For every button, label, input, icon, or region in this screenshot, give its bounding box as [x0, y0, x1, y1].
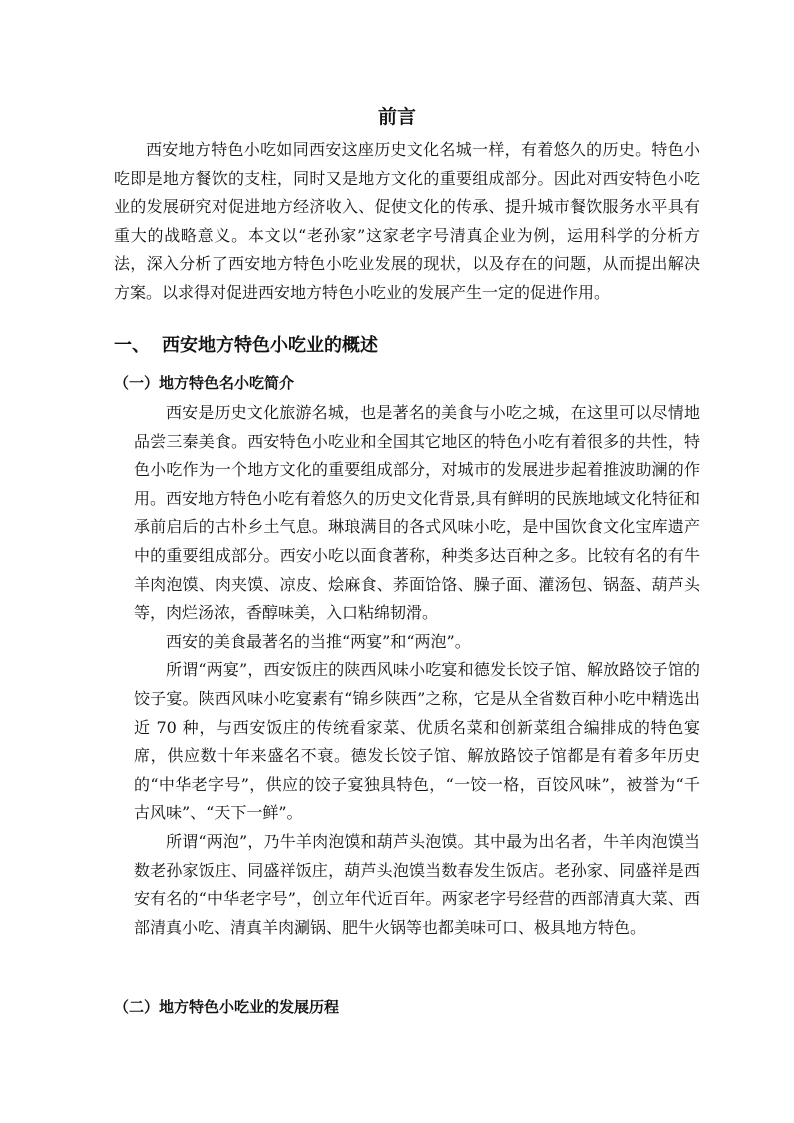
preface-block [114, 136, 700, 308]
section-heading-text: 西安地方特色小吃业的概述 [162, 335, 378, 356]
body-paragraph: 所谓“两泡”，乃牛羊肉泡馍和葫芦头泡馍。其中最为出名者，牛羊肉泡馍当数老孙家饭庄、同盛祥饭庄，葫芦头泡馍当数春发生饭店。老孙家、同盛祥是西安有名的“中华老字号”，创立年代近百年。两家老字号经营的西部清真大菜、西部清真小吃、清真羊肉涮锅、肥牛火锅等也都美味可口、极具地方特色。 [134, 831, 700, 937]
body-paragraph: 西安的美食最著名的当推“两宴”和“两泡”。 [166, 631, 471, 651]
preface-paragraph: 西安地方特色小吃如同西安这座历史文化名城一样，有着悠久的历史。特色小吃即是地方餐饮的支柱，同时又是地方文化的重要组成部分。因此对西安特色小吃业的发展研究对促进地方经济收入、促使文化的传承、提升城市餐饮服务水平具有重大的战略意义。本文以“老孙家”这家老字号清真企业为例，运用科学的分析方法，深入分析了西安地方特色小吃业发展的现状，以及存在的问题，从而提出解决方案。以求得对促进西安地方特色小吃业的发展产生一定的促进作用。 [114, 140, 700, 302]
body-paragraph: 西安是历史文化旅游名城，也是著名的美食与小吃之城，在这里可以尽情地品尝三秦美食。西安特色小吃业和全国其它地区的特色小吃有着很多的共性，特色小吃作为一个地方文化的重要组成部分，对城市的发展进步起着推波助澜的作用。西安地方特色小吃有着悠久的历史文化背景,具有鲜明的民族地域文化特征和承前启后的古朴乡土气息。琳琅满目的各式风味小吃，是中国饮食文化宝库遗产中的重要组成部分。西安小吃以面食著称，种类多达百种之多。比较有名的有牛羊肉泡馍、肉夹馍、凉皮、烩麻食、荞面饸饹、臊子面、灌汤包、锅盔、葫芦头等，肉烂汤浓，香醇味美，入口粘绵韧滑。 [134, 403, 700, 623]
body-paragraph: 所谓“两宴”，西安饭庄的陕西风味小吃宴和德发长饺子馆、解放路饺子馆的饺子宴。陕西风味小吃宴素有“锦乡陕西”之称，它是从全省数百种小吃中精选出近 70 种，与西安饭庄的传统看家菜、优质名菜和创新菜组合编排成的特色宴席，供应数十年来盛名不衰。德发长饺子馆、解放路饺子馆都是有着多年历史的“中华老字号”，供应的饺子宴独具特色，“一饺一格，百饺风味”，被誉为“千古风味”、“天下一鲜”。 [134, 660, 700, 823]
subsection-heading: （一）地方特色名小吃简介 [114, 374, 295, 392]
subsection-heading: （二）地方特色小吃业的发展历程 [114, 998, 340, 1016]
page-title: 前言 [377, 106, 416, 128]
subsection-body [134, 399, 700, 942]
section-heading [114, 333, 378, 359]
section-number: 一、 [114, 335, 150, 356]
